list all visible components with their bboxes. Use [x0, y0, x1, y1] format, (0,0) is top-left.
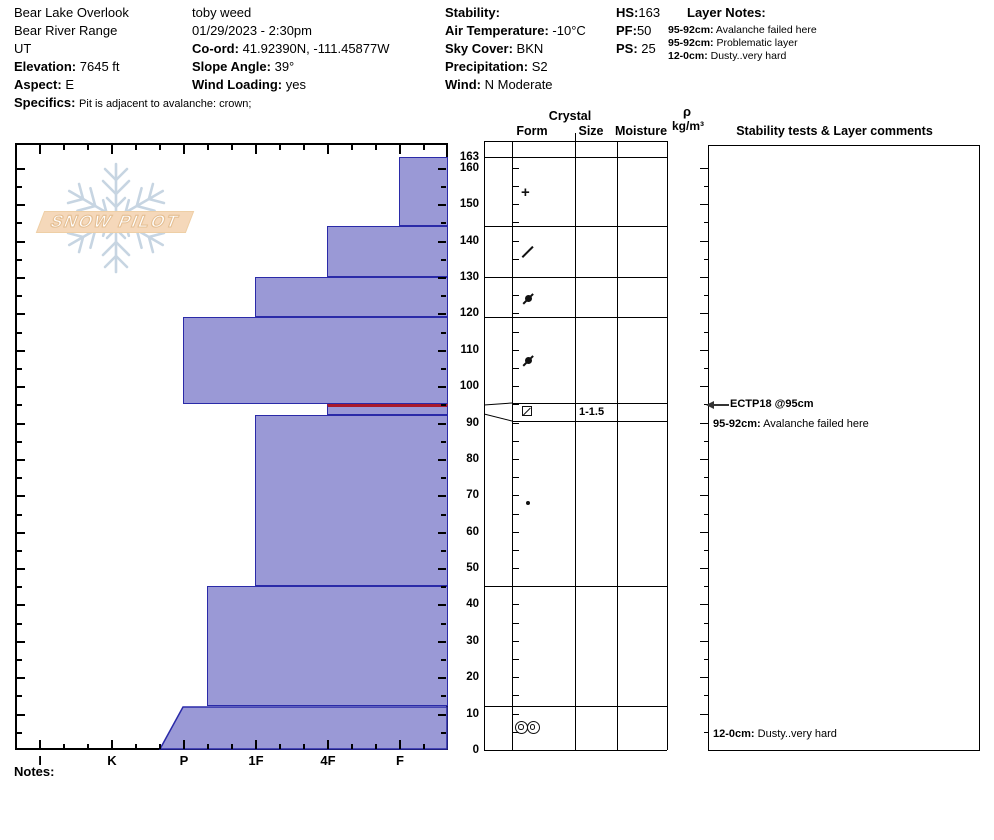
- depth-tick: [17, 313, 25, 315]
- layer-row-line: [484, 226, 667, 227]
- depth-tick: [441, 477, 446, 479]
- depth-label-70: 70: [466, 489, 479, 501]
- form-col-tick: [513, 604, 519, 605]
- comments-depth-tick: [700, 532, 708, 533]
- comments-depth-tick: [700, 313, 708, 314]
- hardness-tick: [135, 145, 137, 150]
- form-col-tick: [513, 168, 519, 169]
- depth-tick: [17, 732, 22, 734]
- form-col-tick: [513, 695, 519, 696]
- precipitation-value: S2: [531, 59, 548, 74]
- depth-tick: [17, 641, 25, 643]
- comments-depth-tick: [704, 732, 708, 733]
- depth-tick: [17, 550, 22, 552]
- wind-loading-value: yes: [285, 77, 306, 92]
- hardness-tick: [63, 145, 65, 150]
- form-col-tick: [513, 423, 519, 424]
- notes-label: Notes:: [14, 764, 55, 779]
- hardness-tick: [303, 744, 305, 749]
- grain-form-dot-slash-icon: [521, 292, 535, 306]
- comments-depth-tick: [700, 568, 708, 569]
- layer-row-line: [484, 706, 667, 707]
- table-grid-line: [484, 141, 485, 750]
- slope-angle-value: 39°: [274, 59, 295, 74]
- wind-label: Wind:: [445, 77, 481, 92]
- state-name: UT: [14, 41, 32, 56]
- depth-tick: [17, 604, 25, 606]
- depth-label-160: 160: [459, 162, 479, 174]
- ps-line: [616, 41, 656, 56]
- depth-label-130: 130: [459, 271, 479, 283]
- form-col-tick: [513, 386, 519, 387]
- comments-depth-tick: [704, 332, 708, 333]
- depth-tick: [17, 514, 22, 516]
- precipitation-label: Precipitation:: [445, 59, 529, 74]
- depth-tick: [17, 459, 25, 461]
- hardness-tick: [87, 744, 89, 749]
- table-grid-line: [484, 750, 667, 751]
- inner-circle: [518, 724, 524, 730]
- hardness-label-4F: 4F: [320, 753, 336, 768]
- depth-label-120: 120: [459, 307, 479, 319]
- hardness-tick: [399, 145, 401, 154]
- air-temp-label: Air Temperature:: [445, 23, 549, 38]
- depth-tick: [17, 277, 25, 279]
- depth-tick: [438, 677, 446, 679]
- depth-label-40: 40: [466, 598, 479, 610]
- snow-layer-bar-5: [255, 415, 448, 586]
- form-col-tick: [513, 568, 519, 569]
- layer-row-line: [512, 421, 667, 422]
- depth-tick: [17, 714, 25, 716]
- hardness-tick: [279, 744, 281, 749]
- hardness-tick: [327, 145, 329, 154]
- depth-tick: [17, 695, 22, 697]
- moisture-header: Moisture: [614, 124, 668, 138]
- depth-tick: [17, 495, 25, 497]
- hardness-tick: [255, 740, 257, 749]
- sky-cover-line: [445, 41, 543, 56]
- hardness-tick: [111, 145, 113, 154]
- observer-name: toby weed: [192, 5, 252, 20]
- depth-tick: [441, 586, 446, 588]
- depth-label-80: 80: [466, 453, 479, 465]
- hardness-tick: [399, 740, 401, 749]
- depth-tick: [438, 386, 446, 388]
- depth-tick: [438, 641, 446, 643]
- comments-depth-tick: [704, 222, 708, 223]
- layer-row-line: [484, 277, 667, 278]
- comments-depth-tick: [704, 514, 708, 515]
- air-temp-value: -10°C: [552, 23, 586, 38]
- depth-tick: [441, 332, 446, 334]
- comments-depth-tick: [700, 277, 708, 278]
- depth-tick: [17, 477, 22, 479]
- depth-tick: [441, 368, 446, 370]
- depth-label-90: 90: [466, 417, 479, 429]
- depth-tick: [17, 532, 25, 534]
- hardness-tick: [183, 145, 185, 154]
- comments-depth-tick: [704, 259, 708, 260]
- depth-label-140: 140: [459, 235, 479, 247]
- depth-tick: [17, 568, 25, 570]
- air-temp-line: [445, 23, 586, 38]
- grain-form-dot-icon: [526, 501, 530, 505]
- ect-arrow-line: [713, 404, 729, 406]
- comments-depth-tick: [700, 677, 708, 678]
- form-col-tick: [513, 204, 519, 205]
- depth-tick: [438, 241, 446, 243]
- specifics-label: Specifics:: [14, 95, 76, 110]
- elevation-line: [14, 59, 120, 74]
- form-header: Form: [516, 124, 548, 138]
- hardness-tick: [207, 145, 209, 150]
- form-col-tick: [513, 295, 519, 296]
- form-col-tick: [513, 677, 519, 678]
- form-col-tick: [513, 459, 519, 460]
- form-col-tick: [513, 714, 519, 715]
- hardness-tick: [351, 145, 353, 150]
- layer-note-text: Avalanche failed here: [715, 24, 817, 36]
- form-col-tick: [513, 350, 519, 351]
- depth-tick: [17, 204, 25, 206]
- form-col-tick: [513, 623, 519, 624]
- layer-note-text: Problematic layer: [716, 37, 798, 49]
- depth-tick: [438, 168, 446, 170]
- hardness-tick: [39, 740, 41, 749]
- sky-cover-label: Sky Cover:: [445, 41, 513, 56]
- density-header: ρ: [682, 104, 692, 119]
- comments-depth-tick: [700, 604, 708, 605]
- depth-tick: [441, 404, 446, 406]
- form-col-tick: [513, 404, 519, 405]
- pit-datetime: 01/29/2023 - 2:30pm: [192, 23, 312, 38]
- comments-depth-tick: [704, 550, 708, 551]
- layer-notes-title: Layer Notes:: [687, 5, 766, 20]
- layer-comment-label: 12-0cm:: [713, 728, 755, 740]
- form-col-tick: [513, 641, 519, 642]
- grain-form-dot-slash-icon: [521, 354, 535, 368]
- logo-text: SNOW PILOT: [47, 212, 183, 231]
- layer-note-label: 95-92cm:: [668, 37, 714, 49]
- precipitation-line: [445, 59, 548, 74]
- layer-comment-annotation: 12-0cm: Dusty..very hard: [713, 728, 837, 740]
- depth-tick: [441, 295, 446, 297]
- grain-form-square-slash-icon: [522, 406, 533, 417]
- hardness-tick: [111, 740, 113, 749]
- hardness-label-P: P: [179, 753, 189, 768]
- density-units-header: kg/m³: [671, 119, 704, 133]
- depth-tick: [438, 714, 446, 716]
- hardness-tick: [351, 744, 353, 749]
- depth-tick: [17, 168, 25, 170]
- aspect-line: [14, 77, 74, 92]
- comments-depth-tick: [704, 586, 708, 587]
- comments-depth-tick: [700, 641, 708, 642]
- depth-tick: [438, 495, 446, 497]
- depth-tick: [438, 350, 446, 352]
- depth-tick: [438, 423, 446, 425]
- comments-depth-tick: [700, 350, 708, 351]
- wind-value: N Moderate: [484, 77, 553, 92]
- depth-tick: [441, 514, 446, 516]
- hardness-tick: [327, 740, 329, 749]
- layer-row-line: [512, 403, 667, 404]
- elevation-value: 7645 ft: [79, 59, 120, 74]
- comments-depth-tick: [700, 241, 708, 242]
- hardness-label-I: I: [38, 753, 42, 768]
- stability-label: Stability:: [445, 5, 500, 20]
- depth-tick: [17, 623, 22, 625]
- depth-tick: [441, 695, 446, 697]
- depth-tick: [17, 441, 22, 443]
- hardness-tick: [63, 744, 65, 749]
- depth-tick: [441, 259, 446, 261]
- depth-tick: [438, 604, 446, 606]
- form-col-tick: [513, 186, 519, 187]
- hardness-tick: [231, 145, 233, 150]
- hardness-label-K: K: [107, 753, 117, 768]
- depth-tick: [441, 550, 446, 552]
- depth-tick: [441, 732, 446, 734]
- depth-label-0: 0: [472, 744, 479, 756]
- range-name: Bear River Range: [14, 23, 118, 38]
- comments-depth-tick: [704, 295, 708, 296]
- depth-tick: [17, 259, 22, 261]
- layer-row-line: [484, 586, 667, 587]
- depth-tick: [441, 623, 446, 625]
- grain-form-plus-icon: +: [521, 184, 530, 202]
- depth-tick: [17, 368, 22, 370]
- hs-line: [616, 5, 660, 20]
- depth-tick: [17, 350, 25, 352]
- depth-tick: [438, 204, 446, 206]
- sky-cover-value: BKN: [516, 41, 544, 56]
- ect-result-annotation: ECTP18 @95cm: [730, 398, 814, 410]
- size-header: Size: [578, 124, 604, 138]
- layer-row-line: [484, 157, 667, 158]
- hs-value: 163: [638, 5, 661, 20]
- depth-tick: [441, 186, 446, 188]
- hardness-tick: [87, 145, 89, 150]
- hardness-tick: [303, 145, 305, 150]
- hardness-tick: [159, 744, 161, 749]
- layer-note-label: 12-0cm:: [668, 50, 708, 62]
- inner-circle: [530, 724, 536, 730]
- grain-form-slash-icon: [522, 246, 534, 258]
- specifics-line: [14, 95, 251, 112]
- snow-layer-bar-4: [327, 404, 448, 415]
- form-col-tick: [513, 477, 519, 478]
- form-col-tick: [513, 277, 519, 278]
- hardness-tick: [423, 744, 425, 749]
- comments-depth-tick: [704, 477, 708, 478]
- aspect-label: Aspect:: [14, 77, 62, 92]
- snow-layer-bar-2: [255, 277, 448, 317]
- layer-note-item: [668, 37, 798, 50]
- depth-tick: [17, 404, 22, 406]
- pf-line: [616, 23, 651, 38]
- comments-depth-tick: [704, 623, 708, 624]
- hardness-tick: [231, 744, 233, 749]
- depth-label-10: 10: [466, 708, 479, 720]
- comments-depth-tick: [704, 368, 708, 369]
- coord-line: [192, 41, 390, 56]
- hardness-label-1F: 1F: [248, 753, 264, 768]
- layer-note-label: 95-92cm:: [668, 24, 714, 36]
- layer-comment-label: 95-92cm:: [713, 418, 761, 430]
- comments-depth-tick: [700, 386, 708, 387]
- elevation-label: Elevation:: [14, 59, 77, 74]
- form-col-tick: [513, 241, 519, 242]
- comments-depth-tick: [704, 441, 708, 442]
- pf-value: 50: [636, 23, 652, 38]
- layer-note-item: [668, 24, 817, 37]
- snow-layer-bar-1: [327, 226, 448, 277]
- ps-value: 25: [641, 41, 656, 56]
- depth-tick: [17, 659, 22, 661]
- form-col-tick: [513, 332, 519, 333]
- wind-line: [445, 77, 553, 92]
- layer-row-line: [484, 317, 667, 318]
- depth-label-110: 110: [460, 344, 479, 356]
- site-name: Bear Lake Overlook: [14, 5, 129, 20]
- comments-depth-tick: [704, 695, 708, 696]
- depth-label-20: 20: [466, 671, 479, 683]
- layer-note-item: [668, 50, 786, 63]
- comments-depth-tick: [700, 204, 708, 205]
- comments-depth-tick: [700, 495, 708, 496]
- form-col-tick: [513, 368, 519, 369]
- hardness-tick: [135, 744, 137, 749]
- depth-tick: [438, 532, 446, 534]
- depth-tick: [17, 677, 25, 679]
- comments-depth-tick: [700, 423, 708, 424]
- form-col-tick: [513, 313, 519, 314]
- depth-label-150: 150: [459, 198, 479, 210]
- pf-label: PF:: [616, 23, 637, 38]
- depth-label-163: 163: [459, 151, 479, 163]
- wind-loading-label: Wind Loading:: [192, 77, 283, 92]
- form-col-tick: [513, 586, 519, 587]
- aspect-value: E: [65, 77, 74, 92]
- grain-form-double-circle-icon: [515, 721, 541, 735]
- comments-depth-tick: [700, 168, 708, 169]
- stability-line: [445, 5, 500, 20]
- form-col-tick: [513, 441, 519, 442]
- depth-tick: [17, 423, 25, 425]
- layer-note-text: Dusty..very hard: [710, 50, 787, 62]
- form-col-tick: [513, 495, 519, 496]
- depth-tick: [441, 659, 446, 661]
- depth-tick: [17, 295, 22, 297]
- depth-tick: [17, 222, 22, 224]
- depth-tick: [438, 568, 446, 570]
- hardness-tick: [255, 145, 257, 154]
- grain-size-value: 1-1.5: [579, 406, 605, 418]
- form-col-tick: [513, 514, 519, 515]
- table-grid-line: [667, 141, 668, 750]
- form-col-tick: [513, 659, 519, 660]
- comments-depth-tick: [704, 659, 708, 660]
- table-grid-line: [617, 141, 618, 750]
- thin-layer-wedge: [484, 399, 512, 425]
- comments-box: [708, 145, 980, 751]
- comments-depth-tick: [700, 714, 708, 715]
- depth-tick: [441, 222, 446, 224]
- hardness-tick: [375, 145, 377, 150]
- wind-loading-line: [192, 77, 306, 92]
- hardness-label-F: F: [396, 753, 404, 768]
- layer-comment-annotation: 95-92cm: Avalanche failed here: [713, 418, 869, 430]
- hardness-tick: [423, 145, 425, 150]
- depth-tick: [441, 441, 446, 443]
- slope-angle-line: [192, 59, 294, 74]
- depth-tick: [438, 459, 446, 461]
- ps-label: PS:: [616, 41, 638, 56]
- depth-tick: [17, 241, 25, 243]
- form-col-tick: [513, 259, 519, 260]
- depth-tick: [438, 277, 446, 279]
- form-col-tick: [513, 550, 519, 551]
- comments-depth-tick: [704, 186, 708, 187]
- specifics-value: Pit is adjacent to avalanche: crown;: [79, 98, 252, 110]
- depth-tick: [17, 586, 22, 588]
- depth-label-50: 50: [466, 562, 479, 574]
- hardness-tick: [159, 145, 161, 150]
- hardness-tick: [279, 145, 281, 150]
- depth-tick: [17, 186, 22, 188]
- slope-angle-label: Slope Angle:: [192, 59, 271, 74]
- form-col-tick: [513, 532, 519, 533]
- coord-value: 41.92390N, -111.45877W: [242, 41, 390, 56]
- hs-label: HS:: [616, 5, 639, 20]
- hardness-tick: [183, 740, 185, 749]
- depth-tick: [17, 332, 22, 334]
- circle: [527, 721, 540, 734]
- depth-label-60: 60: [466, 526, 479, 538]
- comments-depth-tick: [700, 459, 708, 460]
- ect-arrow-head: [706, 401, 714, 409]
- stability-comments-header: Stability tests & Layer comments: [736, 124, 933, 138]
- snow-layer-bar-3: [183, 317, 448, 404]
- table-grid-line: [484, 141, 667, 142]
- depth-label-30: 30: [466, 635, 479, 647]
- crystal-header: Crystal: [548, 109, 592, 123]
- depth-tick: [17, 386, 25, 388]
- depth-label-100: 100: [459, 380, 479, 392]
- hardness-tick: [39, 145, 41, 154]
- hardness-tick: [207, 744, 209, 749]
- coord-label: Co-ord:: [192, 41, 239, 56]
- hardness-tick: [375, 744, 377, 749]
- form-col-tick: [513, 222, 519, 223]
- snow-layer-bar-6: [207, 586, 448, 706]
- depth-tick: [438, 313, 446, 315]
